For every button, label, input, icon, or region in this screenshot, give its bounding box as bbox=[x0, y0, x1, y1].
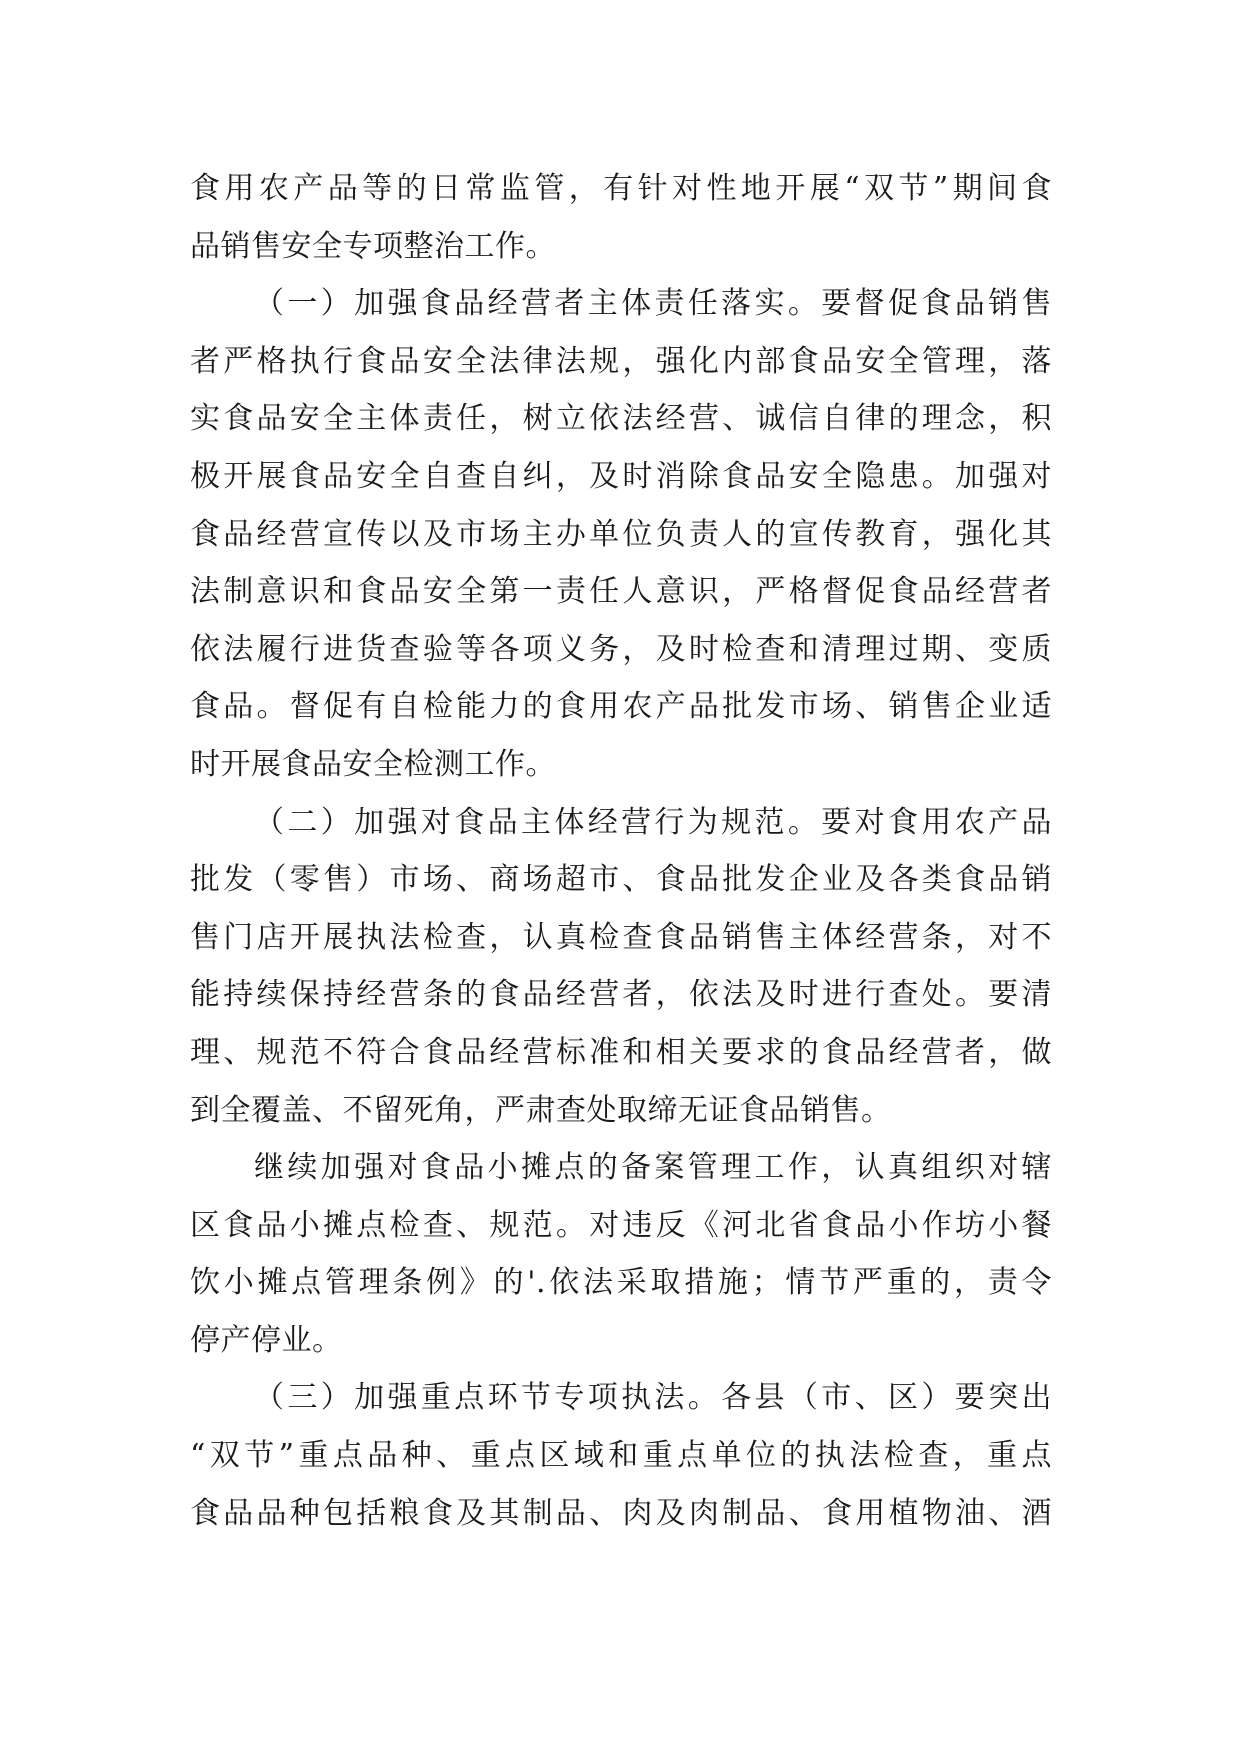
text-line: 时开展食品安全检测工作。 bbox=[190, 746, 556, 782]
text-line: 售门店开展执法检查，认真检查食品销售主体经营条，对不 bbox=[190, 919, 1052, 955]
text-line: 饮小摊点管理条例》的'.依法采取措施；情节严重的，责令 bbox=[190, 1265, 1052, 1301]
text-line: 批发（零售）市场、商场超市、食品批发企业及各类食品销 bbox=[190, 862, 1052, 898]
text-line: （二）加强对食品主体经营行为规范。要对食用农产品 bbox=[254, 804, 1052, 840]
text-line: 法制意识和食品安全第一责任人意识，严格督促食品经营者 bbox=[190, 574, 1052, 610]
text-line: 能持续保持经营条的食品经营者，依法及时进行查处。要清 bbox=[190, 977, 1052, 1013]
text-line: “双节”重点品种、重点区域和重点单位的执法检查，重点 bbox=[190, 1438, 1052, 1474]
text-line: 品销售安全专项整治工作。 bbox=[190, 228, 556, 264]
text-line: 食品经营宣传以及市场主办单位负责人的宣传教育，强化其 bbox=[190, 516, 1052, 552]
paragraph-stall-management bbox=[190, 1139, 1052, 1369]
text-line: 区食品小摊点检查、规范。对违反《河北省食品小作坊小餐 bbox=[190, 1207, 1052, 1243]
text-line: 理、规范不符合食品经营标准和相关要求的食品经营者，做 bbox=[190, 1034, 1052, 1070]
text-line: 实食品安全主体责任，树立依法经营、诚信自律的理念，积 bbox=[190, 401, 1052, 437]
paragraph-section-3 bbox=[190, 1369, 1052, 1542]
text-line: 食品品种包括粮食及其制品、肉及肉制品、食用植物油、酒 bbox=[190, 1495, 1052, 1531]
text-line: 食品。督促有自检能力的食用农产品批发市场、销售企业适 bbox=[190, 689, 1052, 725]
text-line: 到全覆盖、不留死角，严肃查处取缔无证食品销售。 bbox=[190, 1092, 892, 1128]
text-line: （一）加强食品经营者主体责任落实。要督促食品销售 bbox=[254, 286, 1052, 322]
text-line: 停产停业。 bbox=[190, 1322, 343, 1358]
document-body bbox=[190, 160, 1052, 1542]
text-line: （三）加强重点环节专项执法。各县（市、区）要突出 bbox=[254, 1380, 1052, 1416]
paragraph-section-2 bbox=[190, 794, 1052, 1140]
text-line: 极开展食品安全自查自纠，及时消除食品安全隐患。加强对 bbox=[190, 458, 1052, 494]
paragraph-section-1 bbox=[190, 275, 1052, 793]
text-line: 者严格执行食品安全法律法规，强化内部食品安全管理，落 bbox=[190, 343, 1052, 379]
text-line: 食用农产品等的日常监管，有针对性地开展“双节”期间食 bbox=[190, 171, 1052, 206]
paragraph-continuation bbox=[190, 160, 1052, 275]
text-line: 继续加强对食品小摊点的备案管理工作，认真组织对辖 bbox=[254, 1150, 1052, 1186]
text-line: 依法履行进货查验等各项义务，及时检查和清理过期、变质 bbox=[190, 631, 1052, 667]
